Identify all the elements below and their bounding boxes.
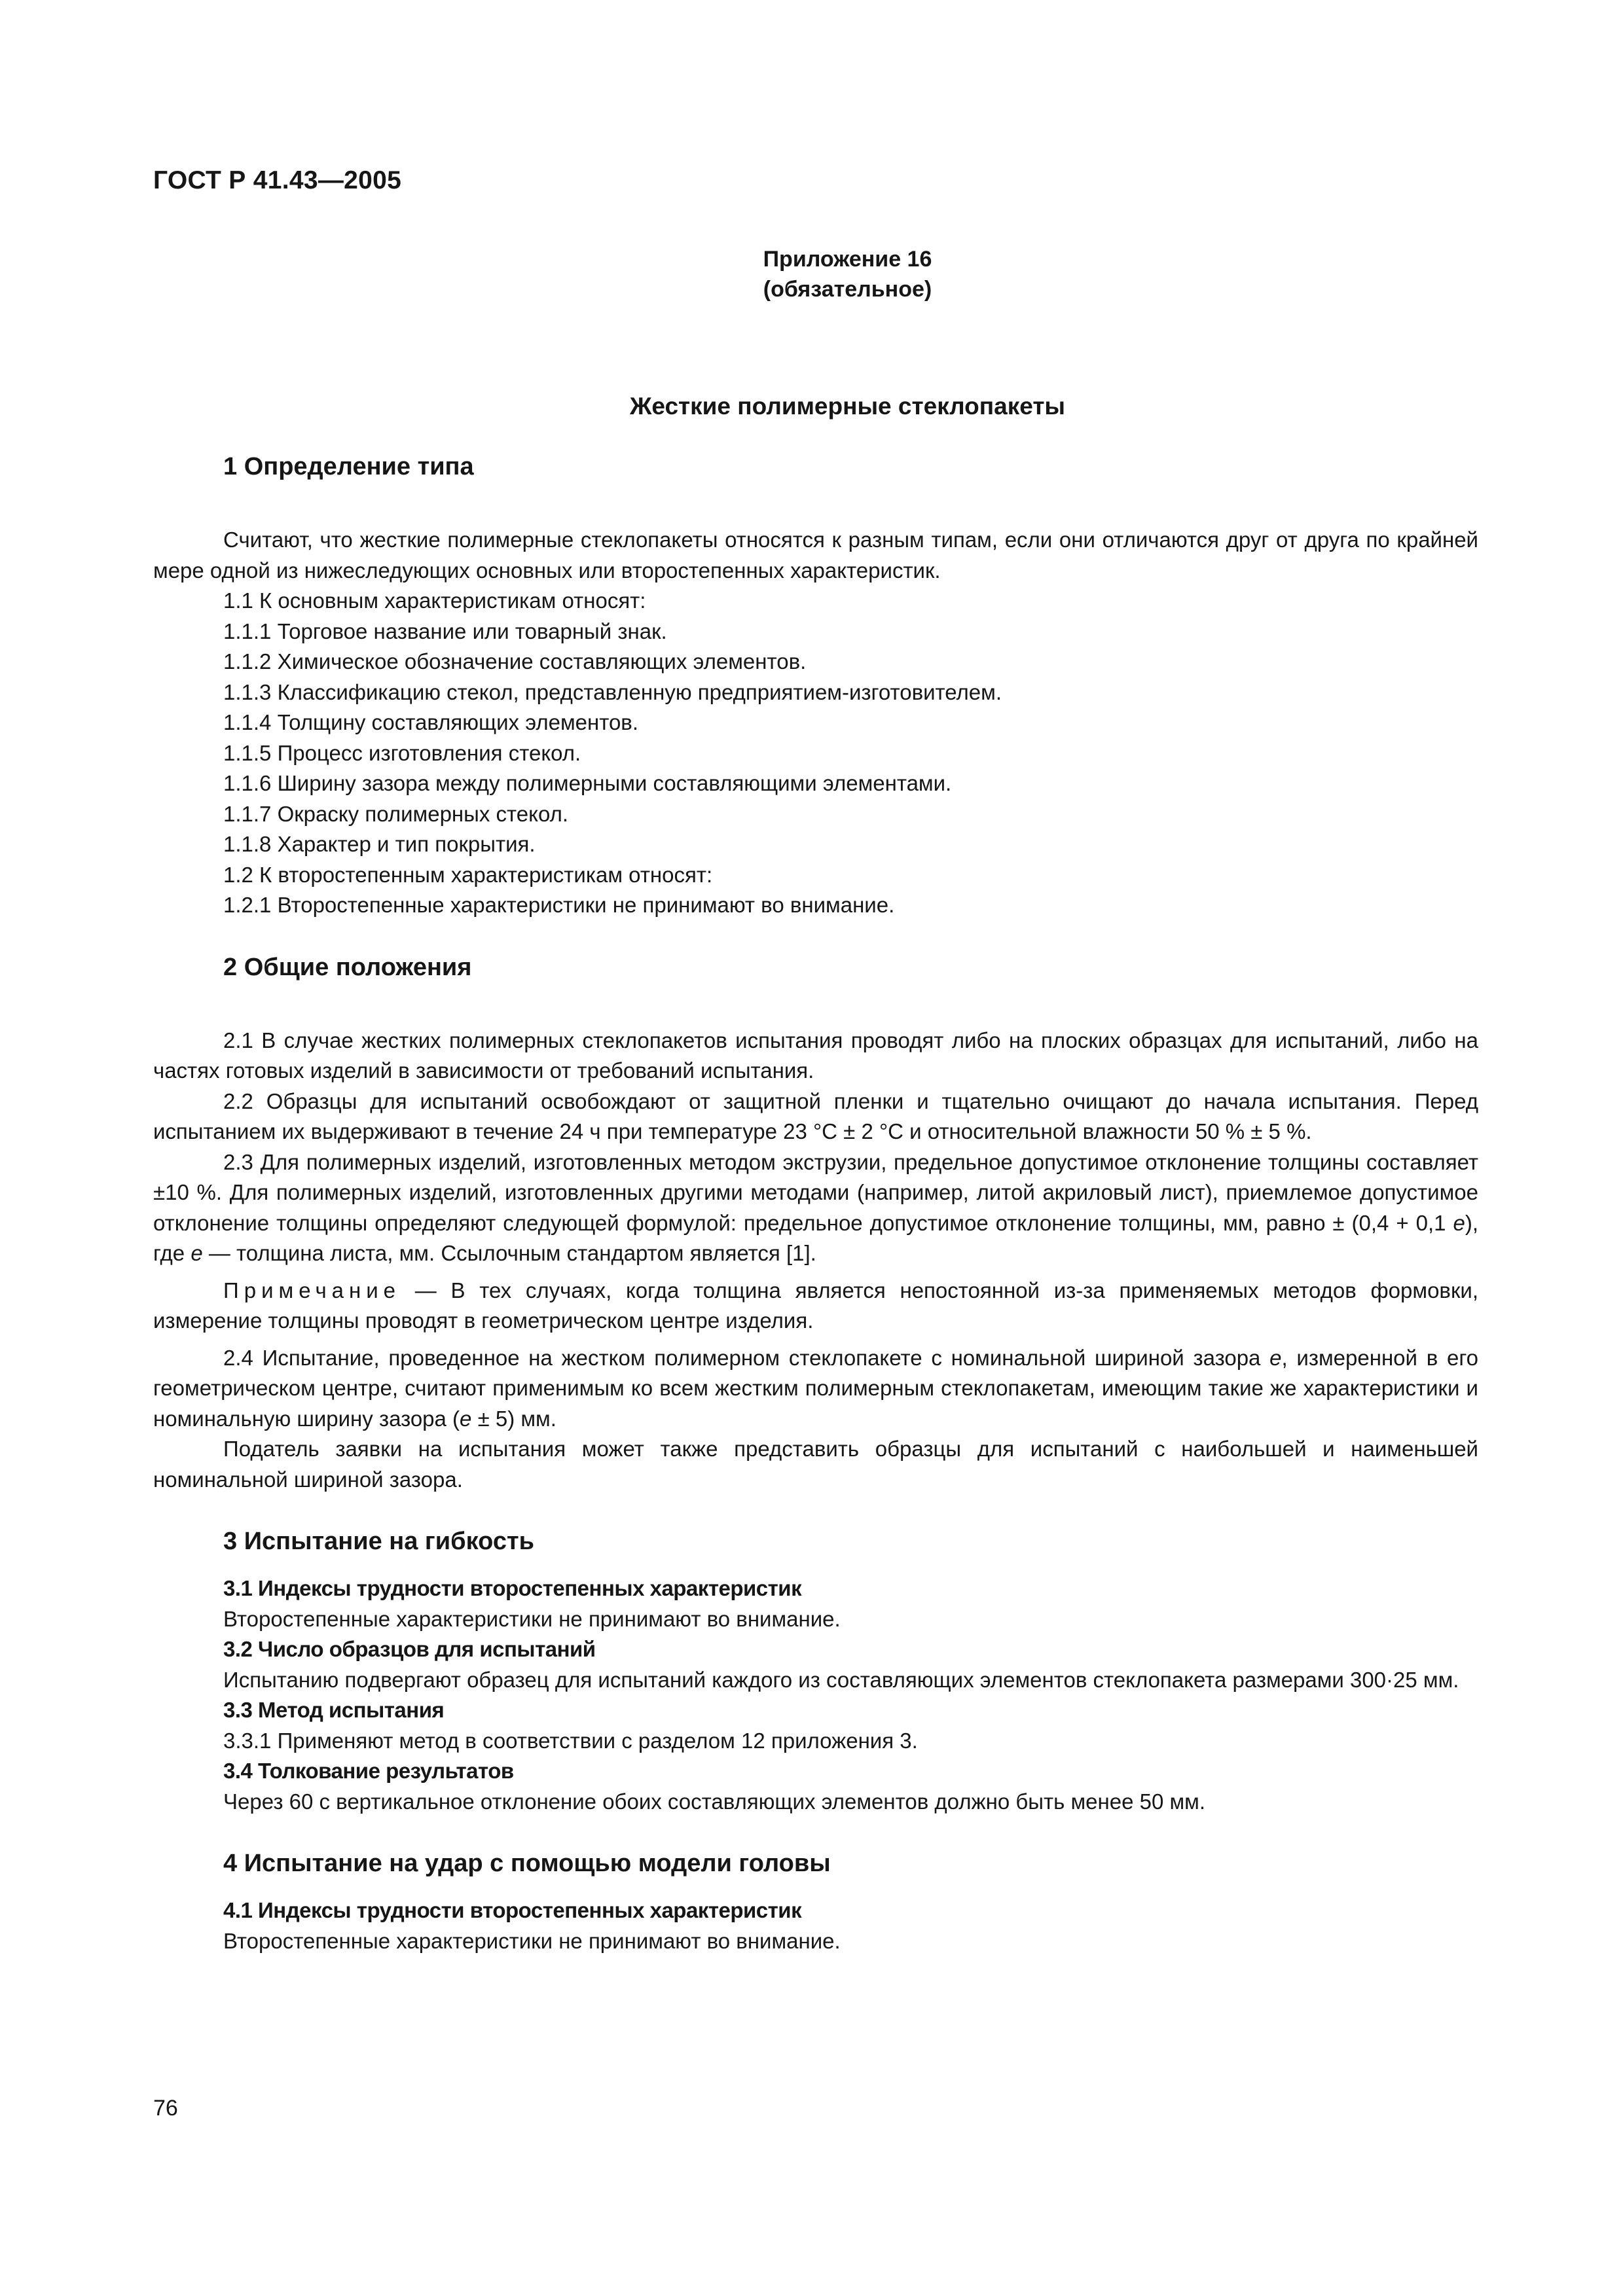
list-item: 1.1.7 Окраску полимерных стекол. [223, 801, 569, 826]
section-4-heading: 4 Испытание на удар с помощью модели головы [223, 1850, 831, 1877]
list-item: 1.1.4 Толщину составляющих элементов. [223, 710, 639, 734]
note: Примечание — В тех случаях, когда толщина является непостоянной из-за применяемых методов формовки, измерение толщины проводят в геометрическом центре изделия. [153, 1278, 1478, 1333]
paragraph-2-3: 2.3 Для полимерных изделий, изготовленных методом экструзии, предельное допустимое отклонение толщины составляет ±10 %. Для полимерных изделий, изготовленных другими методами (например, литой акриловый лист), приемлемое допустимое отклонение толщины определяют следующей формулой: предельное допустимое отклонение толщины, мм, равно ± (0,4 + 0,1 е), где е — толщина листа, мм. Ссылочным стандартом является [1]. [153, 1149, 1478, 1265]
subsection-3-3-text: 3.3.1 Применяют метод в соответствии с разделом 12 приложения 3. [223, 1728, 918, 1753]
subsection-4-1-text: Второстепенные характеристики не принимают во внимание. [223, 1928, 841, 1953]
document-body [153, 452, 1478, 1956]
subsection-3-1-heading: 3.1 Индексы трудности второстепенных характеристик [223, 1576, 802, 1600]
document-code: ГОСТ Р 41.43—2005 [153, 166, 402, 194]
document-title: Жесткие полимерные стеклопакеты [629, 393, 1066, 420]
list-item: 1.1 К основным характеристикам относят: [223, 588, 646, 613]
section-1-intro: Считают, что жесткие полимерные стеклопакеты относятся к разным типам, если они отличаются друг от друга по крайней мере одной из нижеследующих основных или второстепенных характеристик. [153, 528, 1478, 583]
appendix-label [0, 244, 1623, 304]
list-item: 1.1.2 Химическое обозначение составляющих элементов. [223, 649, 807, 673]
paragraph-2-2: 2.2 Образцы для испытаний освобождают от защитной пленки и тщательно очищают до начала испытания. Перед испытанием их выдерживают в течение 24 ч при температуре 23 °С ± 2 °С и относительной влажности 50 % ± 5 %. [153, 1088, 1478, 1143]
list-item: 1.1.5 Процесс изготовления стекол. [223, 740, 581, 765]
subsection-3-3-heading: 3.3 Метод испытания [223, 1698, 445, 1722]
subsection-4-1-heading: 4.1 Индексы трудности второстепенных характеристик [223, 1898, 802, 1922]
list-item: 1.1.8 Характер и тип покрытия. [223, 832, 536, 856]
list-item: 1.1.1 Торговое название или товарный знак. [223, 619, 667, 643]
section-3-heading: 3 Испытание на гибкость [223, 1528, 534, 1555]
subsection-3-4-heading: 3.4 Толкование результатов [223, 1759, 514, 1783]
paragraph-2-4: 2.4 Испытание, проведенное на жестком полимерном стеклопакете с номинальной шириной зазора е, измеренной в его геометрическом центре, считают применимым ко всем жестким полимерным стеклопакетам, имеющим такие же характеристики и номинальную ширину зазора (е ± 5) мм. [153, 1345, 1478, 1431]
list-item: 1.2 К второстепенным характеристикам относят: [223, 862, 713, 887]
subsection-3-2-text: Испытанию подвергают образец для испытаний каждого из составляющих элементов стеклопакета размерами 300·25 мм. [223, 1667, 1459, 1692]
section-2-heading: 2 Общие положения [223, 953, 472, 981]
paragraph-2-1: 2.1 В случае жестких полимерных стеклопакетов испытания проводят либо на плоских образцах для испытаний, либо на частях готовых изделий в зависимости от требований испытания. [153, 1028, 1478, 1083]
subsection-3-2-heading: 3.2 Число образцов для испытаний [223, 1637, 596, 1661]
list-item: 1.1.6 Ширину зазора между полимерными составляющими элементами. [223, 771, 952, 795]
subsection-3-1-text: Второстепенные характеристики не принимают во внимание. [223, 1606, 841, 1631]
subsection-3-4-text: Через 60 с вертикальное отклонение обоих составляющих элементов должно быть менее 50 мм. [223, 1789, 1206, 1814]
paragraph-2-5: Податель заявки на испытания может также представить образцы для испытаний с наибольшей и наименьшей номинальной шириной зазора. [153, 1437, 1478, 1492]
appendix-number: Приложение 16 [763, 247, 932, 272]
list-item: 1.2.1 Второстепенные характеристики не принимают во внимание. [223, 893, 895, 917]
section-1-heading: 1 Определение типа [223, 453, 474, 480]
list-item: 1.1.3 Классификацию стекол, представленную предприятием-изготовителем. [223, 679, 1002, 704]
page-number: 76 [153, 2096, 178, 2121]
note-label: Примечание [223, 1278, 401, 1302]
appendix-status: (обязательное) [763, 277, 932, 302]
